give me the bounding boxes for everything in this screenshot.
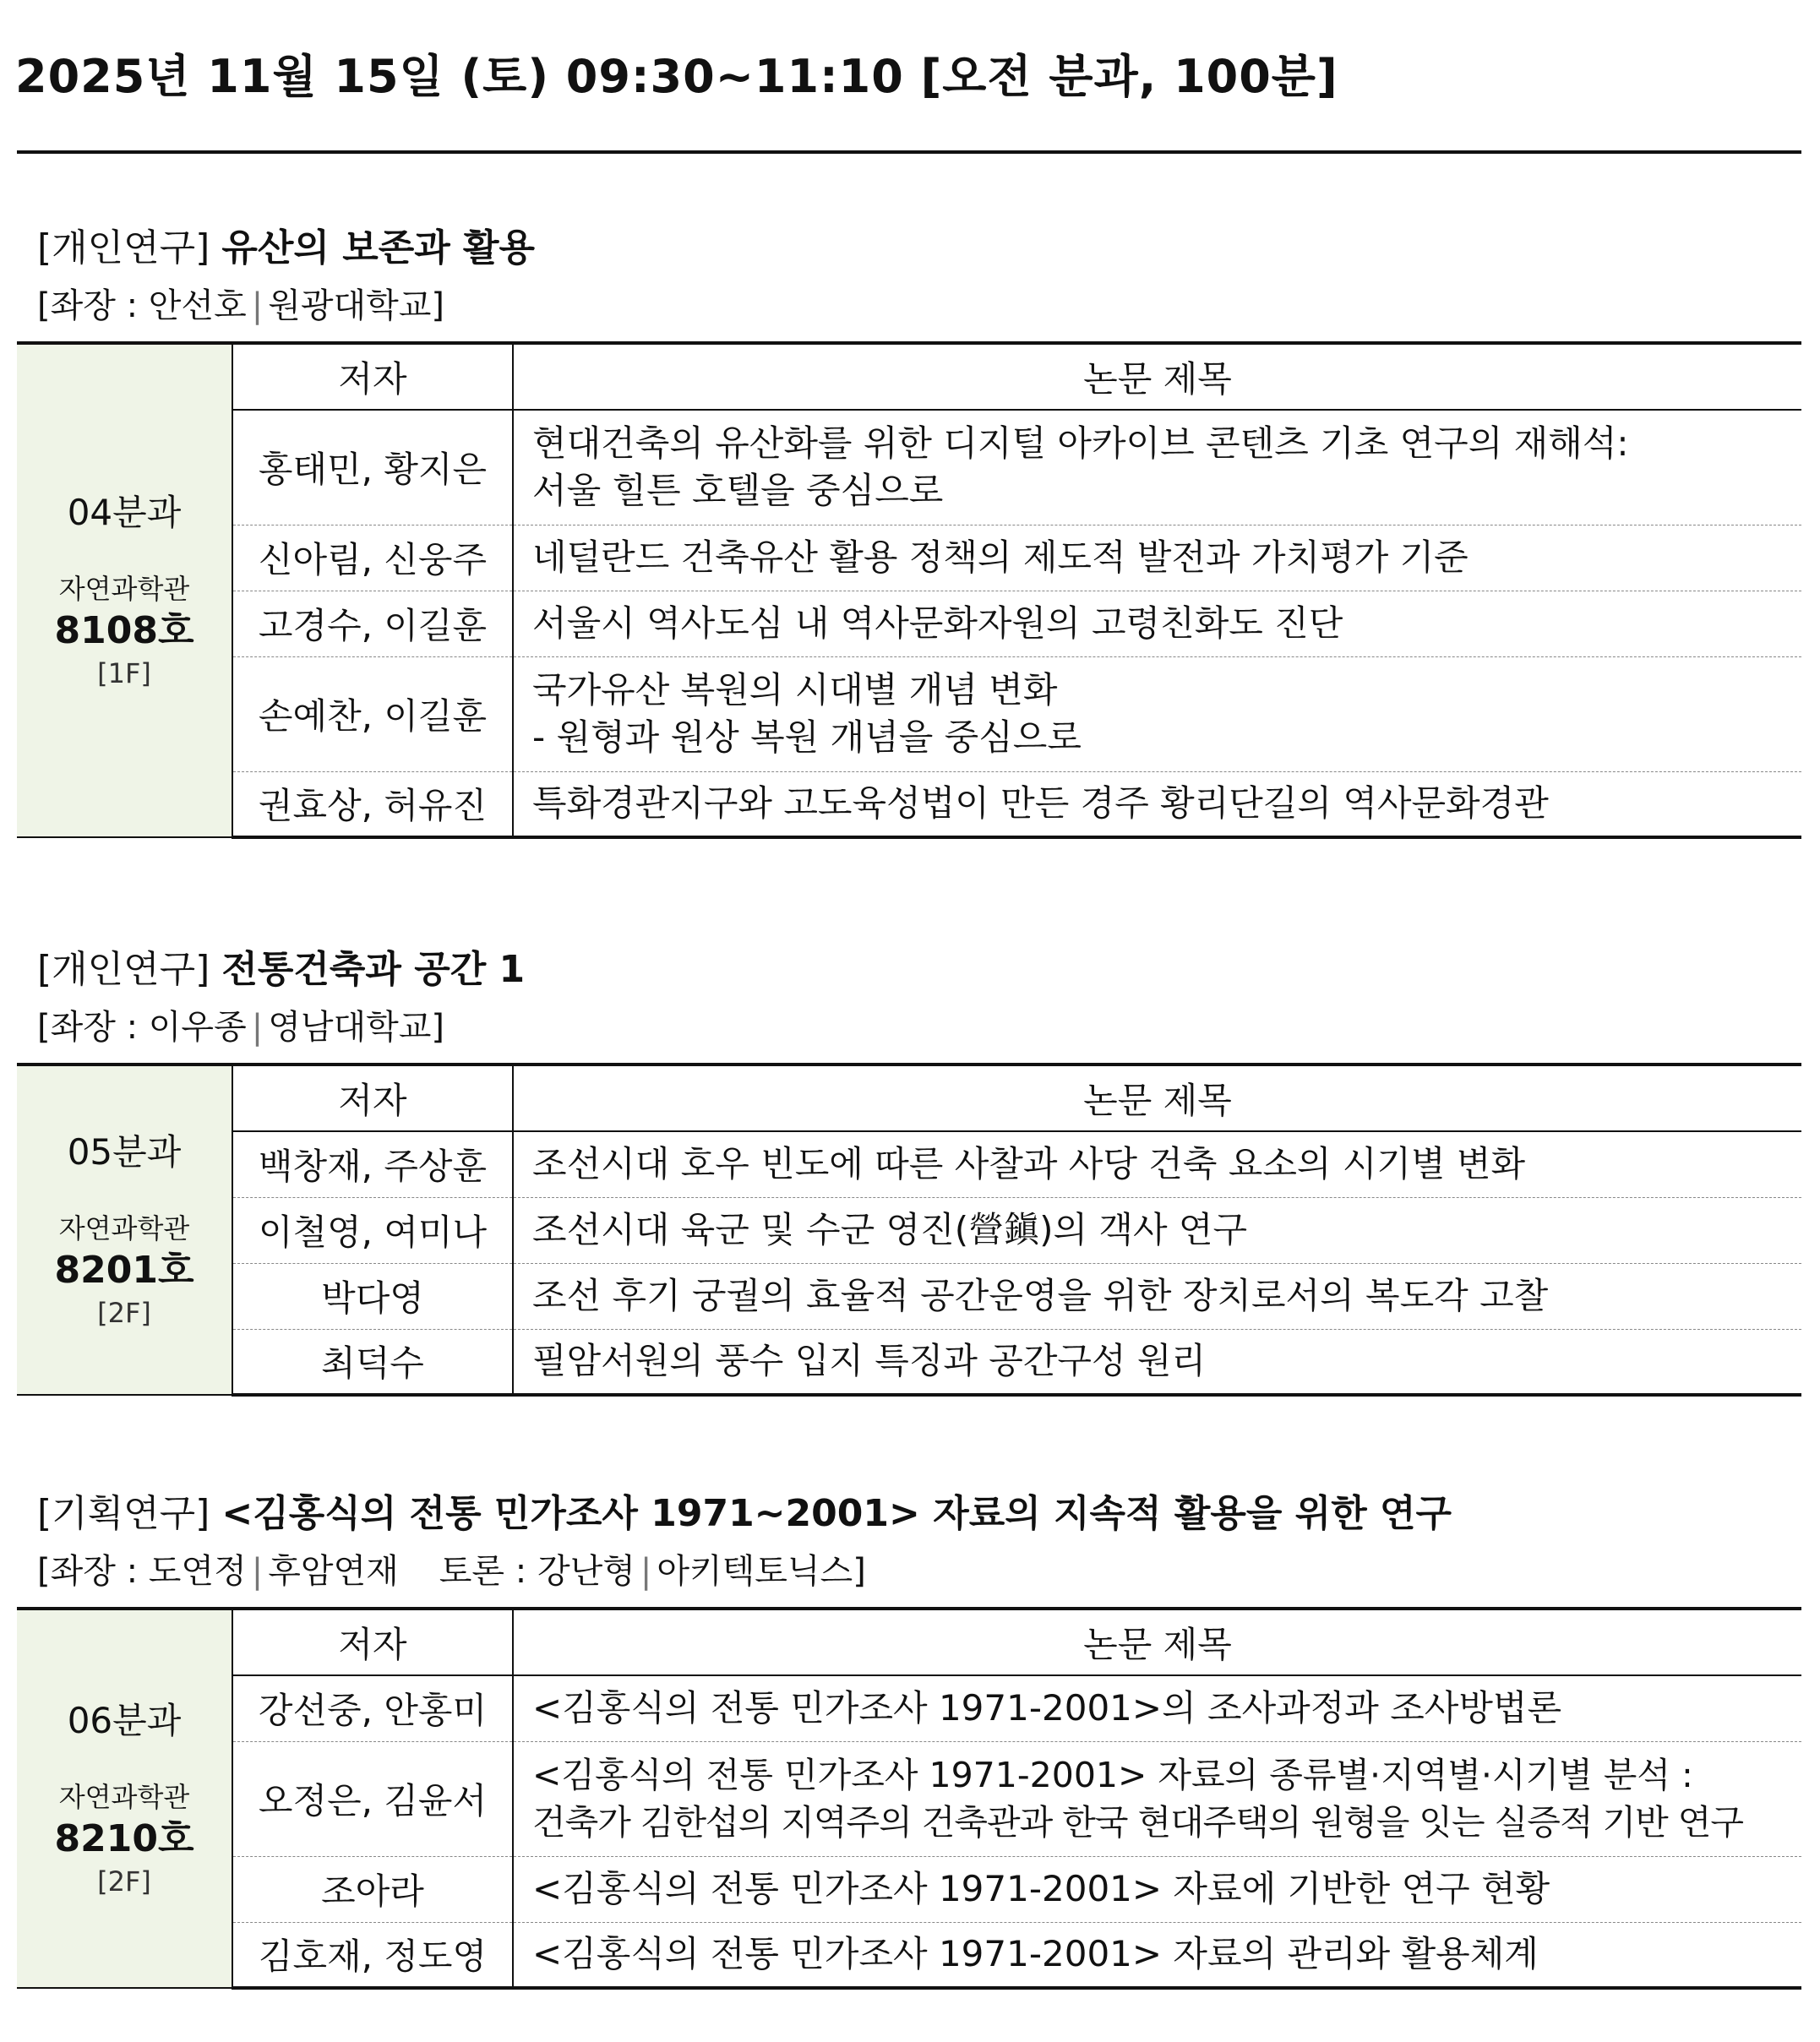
section-heading — [17, 223, 1801, 274]
table-row — [17, 1131, 1801, 1197]
paper-title: 조선 후기 궁궐의 효율적 공간운영을 위한 장치로서의 복도각 고찰 — [513, 1263, 1801, 1329]
paper-title: <김홍식의 전통 민가조사 1971-2001>의 조사과정과 조사방법론 — [513, 1675, 1801, 1741]
title-divider — [17, 150, 1801, 154]
session-number: 05분과 — [67, 1131, 182, 1173]
paper-title: 네덜란드 건축유산 활용 정책의 제도적 발전과 가치평가 기준 — [513, 525, 1801, 591]
section-05 — [17, 945, 1801, 1397]
section-heading — [17, 1489, 1801, 1539]
session-info — [17, 1065, 232, 1395]
paper-author: 박다영 — [232, 1263, 513, 1329]
chair-affiliation: 원광대학교] — [268, 286, 445, 325]
session-floor: [2F] — [97, 1865, 151, 1898]
table-row — [17, 1856, 1801, 1922]
paper-author: 최덕수 — [232, 1329, 513, 1395]
paper-author: 조아라 — [232, 1856, 513, 1922]
session-building: 자연과학관 — [58, 1781, 190, 1813]
page-title: 2025년 11월 15일 (토) 09:30~11:10 [오전 분과, 100분] — [15, 50, 1338, 103]
discussant-name: 토론 : 강난형 — [439, 1552, 635, 1591]
paper-title — [513, 410, 1801, 525]
chair-separator: | — [251, 1552, 264, 1591]
section-category: [개인연구] — [37, 948, 210, 991]
author-column-header: 저자 — [232, 343, 513, 410]
table-row — [17, 656, 1801, 771]
table-row — [17, 1329, 1801, 1395]
paper-title-line1: 국가유산 복원의 시대별 개념 변화 — [532, 669, 1058, 711]
table-row — [17, 1197, 1801, 1263]
section-04 — [17, 223, 1801, 839]
paper-title-line2: - 원형과 원상 복원 개념을 중심으로 — [532, 716, 1082, 758]
discussant-separator: | — [640, 1552, 652, 1591]
session-room: 8108호 — [54, 609, 194, 652]
paper-author: 고경수, 이길훈 — [232, 591, 513, 656]
paper-title-line2: 서울 힐튼 호텔을 중심으로 — [532, 470, 944, 512]
chair-name: [좌장 : 안선호 — [37, 286, 247, 325]
section-name: 전통건축과 공간 1 — [221, 948, 526, 991]
session-building: 자연과학관 — [58, 1212, 190, 1244]
section-name: <김홍식의 전통 민가조사 1971~2001> 자료의 지속적 활용을 위한 연구 — [221, 1492, 1452, 1535]
chair-separator: | — [251, 286, 264, 325]
title-column-header: 논문 제목 — [513, 1609, 1801, 1675]
paper-title-line1: <김홍식의 전통 민가조사 1971-2001> 자료의 종류별·지역별·시기별 분석 : — [532, 1755, 1693, 1795]
table-row — [17, 410, 1801, 525]
table-header-row — [17, 343, 1801, 410]
table-row — [17, 771, 1801, 837]
title-column-header: 논문 제목 — [513, 343, 1801, 410]
paper-author: 김호재, 정도영 — [232, 1922, 513, 1988]
section-06 — [17, 1489, 1801, 1990]
paper-title: 필암서원의 풍수 입지 특징과 공간구성 원리 — [513, 1329, 1801, 1395]
section-chair — [17, 1546, 1801, 1597]
session-table — [17, 1607, 1801, 1990]
section-chair — [17, 280, 1801, 331]
session-room: 8201호 — [54, 1249, 194, 1292]
table-header-row — [17, 1065, 1801, 1131]
paper-title: 서울시 역사도심 내 역사문화자원의 고령친화도 진단 — [513, 591, 1801, 656]
chair-affiliation: 영남대학교] — [268, 1008, 445, 1047]
session-building: 자연과학관 — [58, 573, 190, 605]
session-info — [17, 1609, 232, 1988]
section-name: 유산의 보존과 활용 — [221, 226, 536, 270]
section-heading — [17, 945, 1801, 995]
paper-title-line1: 현대건축의 유산화를 위한 디지털 아카이브 콘텐츠 기초 연구의 재해석: — [532, 422, 1629, 465]
paper-author: 이철영, 여미나 — [232, 1197, 513, 1263]
paper-title-line2: 건축가 김한섭의 지역주의 건축관과 한국 현대주택의 원형을 잇는 실증적 기반 연구 — [532, 1802, 1743, 1843]
table-row — [17, 1741, 1801, 1856]
chair-affiliation: 후암연재 — [268, 1552, 399, 1591]
paper-title: <김홍식의 전통 민가조사 1971-2001> 자료의 관리와 활용체계 — [513, 1922, 1801, 1988]
paper-author: 오정은, 김윤서 — [232, 1741, 513, 1856]
table-row — [17, 1922, 1801, 1988]
paper-author: 손예찬, 이길훈 — [232, 656, 513, 771]
session-floor: [1F] — [97, 657, 151, 689]
paper-title: <김홍식의 전통 민가조사 1971-2001> 자료에 기반한 연구 현황 — [513, 1856, 1801, 1922]
paper-title — [513, 656, 1801, 771]
session-info — [17, 343, 232, 837]
paper-author: 강선중, 안홍미 — [232, 1675, 513, 1741]
table-row — [17, 1675, 1801, 1741]
author-column-header: 저자 — [232, 1609, 513, 1675]
chair-separator: | — [251, 1008, 264, 1047]
paper-title: 조선시대 호우 빈도에 따른 사찰과 사당 건축 요소의 시기별 변화 — [513, 1131, 1801, 1197]
table-row — [17, 525, 1801, 591]
session-number: 04분과 — [67, 492, 182, 533]
session-table — [17, 341, 1801, 839]
discussant-affiliation: 아키텍토닉스] — [657, 1552, 866, 1591]
section-chair — [17, 1002, 1801, 1053]
session-room: 8210호 — [54, 1817, 194, 1860]
chair-name: [좌장 : 도연정 — [37, 1552, 247, 1591]
paper-title: 특화경관지구와 고도육성법이 만든 경주 황리단길의 역사문화경관 — [513, 771, 1801, 837]
table-header-row — [17, 1609, 1801, 1675]
paper-title — [513, 1741, 1801, 1856]
paper-author: 신아림, 신웅주 — [232, 525, 513, 591]
paper-author: 권효상, 허유진 — [232, 771, 513, 837]
paper-author: 백창재, 주상훈 — [232, 1131, 513, 1197]
session-floor: [2F] — [97, 1297, 151, 1329]
paper-title: 조선시대 육군 및 수군 영진(營鎭)의 객사 연구 — [513, 1197, 1801, 1263]
title-column-header: 논문 제목 — [513, 1065, 1801, 1131]
paper-author: 홍태민, 황지은 — [232, 410, 513, 525]
table-row — [17, 1263, 1801, 1329]
session-table — [17, 1063, 1801, 1397]
session-number: 06분과 — [67, 1700, 182, 1741]
author-column-header: 저자 — [232, 1065, 513, 1131]
section-category: [개인연구] — [37, 226, 210, 270]
chair-name: [좌장 : 이우종 — [37, 1008, 247, 1047]
table-row — [17, 591, 1801, 656]
section-category: [기획연구] — [37, 1492, 210, 1535]
